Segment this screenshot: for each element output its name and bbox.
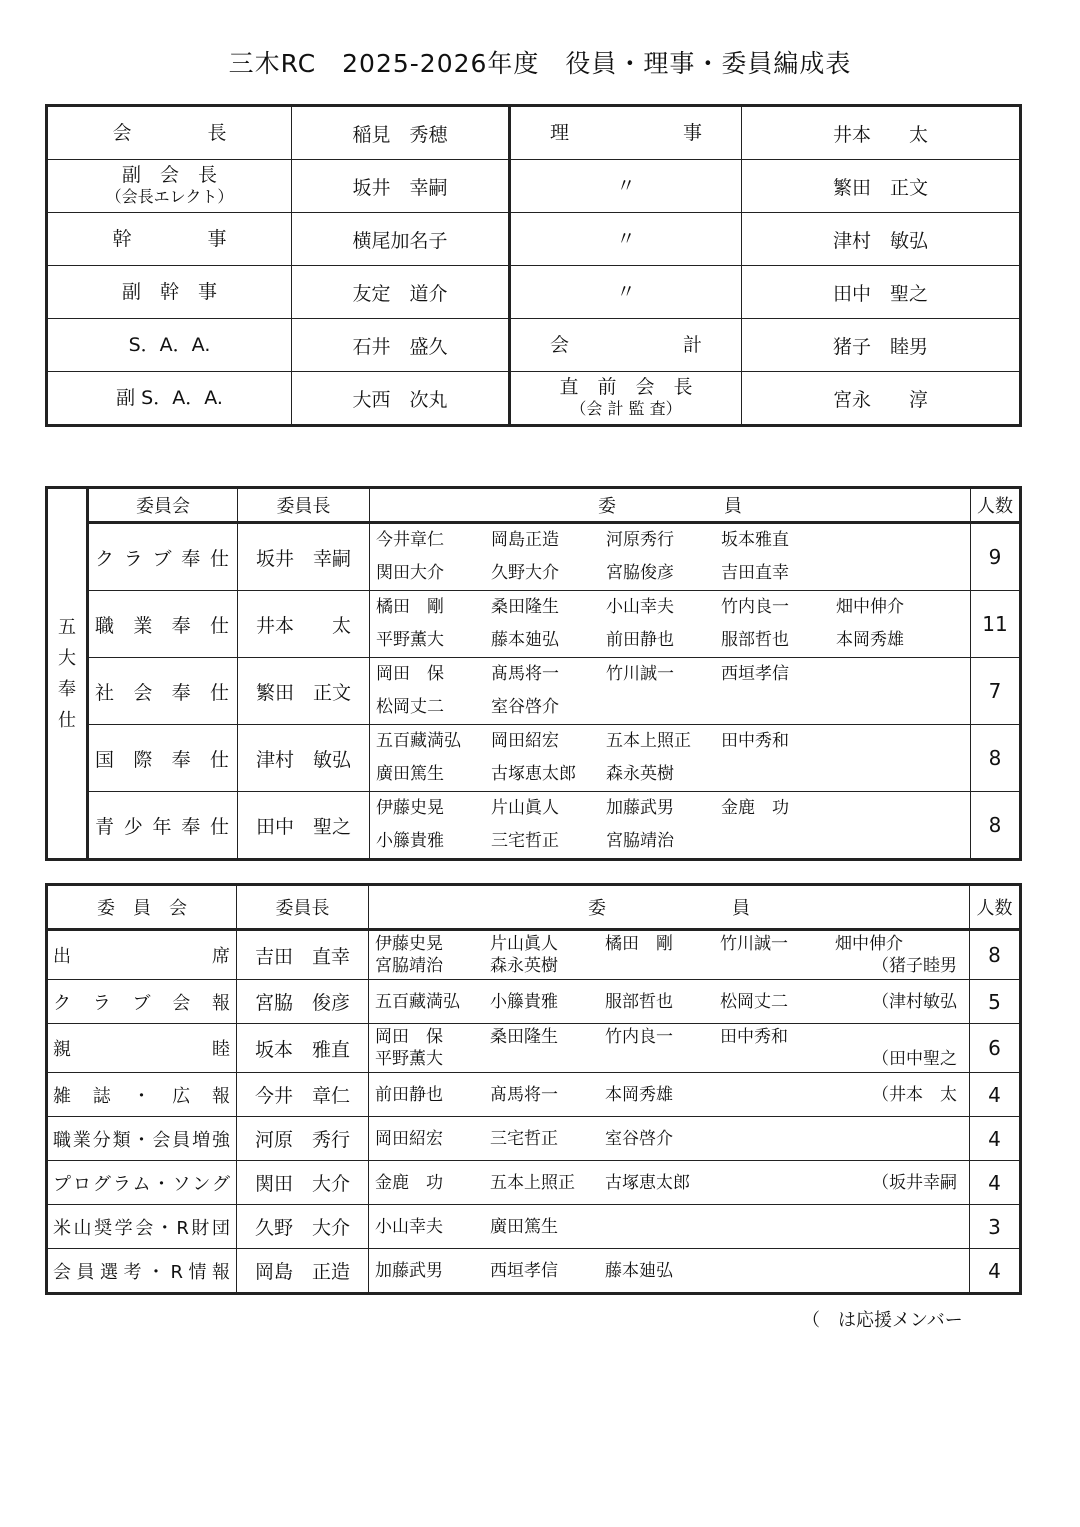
- officer-role-2: [510, 372, 742, 426]
- officer-role-line: （会長エレクト）: [105, 187, 234, 206]
- header-committee: 委員会: [88, 488, 238, 523]
- member-name: 岡島正造: [491, 530, 559, 550]
- side-label-char: 五: [58, 616, 76, 638]
- committee-row: [47, 1205, 1021, 1249]
- member-count: 4: [970, 1161, 1021, 1205]
- committees-header: [47, 885, 1021, 930]
- member-name: 桑田隆生: [490, 1027, 558, 1047]
- officer-role: [47, 319, 292, 372]
- committee-chair: 繁田 正文: [238, 658, 370, 725]
- members-line: [376, 524, 970, 557]
- member-name: 宮脇靖治: [375, 956, 443, 976]
- member-name: 三宅哲正: [491, 831, 559, 851]
- header-committee: 委 員 会: [47, 885, 237, 930]
- officer-role-line: 〃: [616, 281, 636, 303]
- committee-name: 会員選考・R情報: [47, 1249, 237, 1294]
- officer-role-line: S．A．A.: [128, 334, 211, 356]
- members-line: [375, 991, 969, 1013]
- members-line: [376, 691, 970, 724]
- officer-role-2: [510, 266, 742, 319]
- committee-row: [47, 1249, 1021, 1294]
- member-name: 畑中伸介: [836, 597, 904, 617]
- members-line: [375, 1172, 969, 1194]
- member-name: 髙馬将一: [490, 1084, 558, 1105]
- header-count: 人数: [971, 488, 1021, 523]
- officer-role-line: 直 前 会 長: [559, 376, 693, 398]
- members-line: [376, 591, 970, 624]
- member-count: 3: [970, 1205, 1021, 1249]
- member-name: 桑田隆生: [491, 597, 559, 617]
- members-cell: [370, 523, 971, 591]
- committee-chair: 吉田 直幸: [237, 930, 369, 980]
- committee-name: クラブ会報: [47, 980, 237, 1024]
- officer-row: [47, 266, 1021, 319]
- committees-table: [45, 883, 1022, 1295]
- members-line: [375, 1128, 969, 1150]
- member-name: 河原秀行: [606, 530, 674, 550]
- committee-chair: 坂井 幸嗣: [238, 523, 370, 591]
- member-name: 竹内良一: [721, 597, 789, 617]
- committee-name: 米山奨学会・R財団: [47, 1205, 237, 1249]
- member-name: 廣田篤生: [490, 1216, 558, 1237]
- member-name: 廣田篤生: [376, 764, 444, 784]
- officer-role-2: [510, 213, 742, 266]
- member-name: 久野大介: [491, 563, 559, 583]
- member-name: 今井章仁: [376, 530, 444, 550]
- member-name: 小山幸夫: [375, 1216, 443, 1237]
- header-members: 委 員: [370, 488, 971, 523]
- member-name: 松岡丈二: [376, 697, 444, 717]
- officer-role-line: 副 S．A．A.: [116, 387, 223, 409]
- committee-row: [47, 1161, 1021, 1205]
- member-name: 金鹿 功: [721, 798, 789, 818]
- committee-name: 国際奉仕: [88, 725, 238, 792]
- committee-row: [47, 1024, 1021, 1073]
- side-label-char: 仕: [58, 709, 76, 731]
- officer-name: 稲見 秀穂: [292, 106, 510, 160]
- support-member: （田中聖之: [872, 1049, 957, 1069]
- member-name: 平野薫大: [375, 1049, 443, 1069]
- officer-name-2: 猪子 睦男: [742, 319, 1021, 372]
- support-member: （津村敏弘: [872, 991, 957, 1012]
- members-line: [375, 955, 969, 977]
- service-row: [47, 523, 1021, 591]
- member-count: 5: [970, 980, 1021, 1024]
- committee-chair: 坂本 雅直: [237, 1024, 369, 1073]
- committee-row: [47, 980, 1021, 1024]
- member-name: 岡田紹宏: [491, 731, 559, 751]
- member-name: 森永英樹: [606, 764, 674, 784]
- member-count: 4: [970, 1117, 1021, 1161]
- officer-row: [47, 160, 1021, 213]
- member-name: 前田静也: [375, 1084, 443, 1105]
- member-name: 吉田直幸: [721, 563, 789, 583]
- members-line: [375, 1048, 969, 1070]
- member-name: 室谷啓介: [605, 1128, 673, 1149]
- members-line: [376, 658, 970, 691]
- member-name: 小籐貴雅: [376, 831, 444, 851]
- members-cell: [369, 1073, 970, 1117]
- member-name: 古塚恵太郎: [605, 1172, 690, 1193]
- officer-role-line: 〃: [616, 175, 636, 197]
- member-name: 金鹿 功: [375, 1172, 443, 1193]
- member-name: 小籐貴雅: [490, 991, 558, 1012]
- service-row: [47, 725, 1021, 792]
- member-name: 宮脇靖治: [606, 831, 674, 851]
- officer-name: 大西 次丸: [292, 372, 510, 426]
- officer-role-line: 副 会 長: [121, 164, 217, 186]
- officer-role: [47, 266, 292, 319]
- members-line: [376, 825, 970, 858]
- members-line: [375, 1084, 969, 1106]
- member-name: 五百藏満弘: [376, 731, 461, 751]
- officer-role: [47, 213, 292, 266]
- committee-row: [47, 930, 1021, 980]
- member-name: 小山幸夫: [606, 597, 674, 617]
- officer-role-line: 副 幹 事: [121, 281, 217, 303]
- side-label-char: 奉: [58, 678, 76, 700]
- side-label-char: 大: [58, 647, 76, 669]
- member-name: 竹内良一: [605, 1027, 673, 1047]
- officer-name-2: 井本 太: [742, 106, 1021, 160]
- member-name: 田中秀和: [721, 731, 789, 751]
- member-name: 片山眞人: [491, 798, 559, 818]
- officer-name-2: 宮永 淳: [742, 372, 1021, 426]
- committee-name: 出席: [47, 930, 237, 980]
- committee-name: 社会奉仕: [88, 658, 238, 725]
- officer-name: 石井 盛久: [292, 319, 510, 372]
- service-row: [47, 658, 1021, 725]
- member-count: 8: [971, 792, 1021, 860]
- member-name: 橘田 剛: [605, 934, 673, 954]
- officer-name: 友定 道介: [292, 266, 510, 319]
- member-count: 6: [970, 1024, 1021, 1073]
- member-name: 五本上照正: [490, 1172, 575, 1193]
- member-name: 竹川誠一: [606, 664, 674, 684]
- members-cell: [369, 1161, 970, 1205]
- member-name: 岡田紹宏: [375, 1128, 443, 1149]
- officer-role: [47, 160, 292, 213]
- member-name: 本岡秀雄: [605, 1084, 673, 1105]
- committee-row: [47, 1073, 1021, 1117]
- member-name: 松岡丈二: [720, 991, 788, 1012]
- member-name: 服部哲也: [721, 630, 789, 650]
- page-title: 三木RC 2025-2026年度 役員・理事・委員編成表: [228, 49, 852, 78]
- member-name: 本岡秀雄: [836, 630, 904, 650]
- officer-row: [47, 213, 1021, 266]
- member-name: 室谷啓介: [491, 697, 559, 717]
- committee-name: 青少年奉仕: [88, 792, 238, 860]
- members-line: [376, 758, 970, 791]
- committee-name: 職業分類・会員増強: [47, 1117, 237, 1161]
- members-line: [376, 624, 970, 657]
- committee-chair: 宮脇 俊彦: [237, 980, 369, 1024]
- officer-role-2: [510, 106, 742, 160]
- committee-chair: 河原 秀行: [237, 1117, 369, 1161]
- officer-role-line: 〃: [616, 228, 636, 250]
- member-name: 伊藤史晃: [375, 934, 443, 954]
- members-cell: [370, 792, 971, 860]
- member-count: 7: [971, 658, 1021, 725]
- officer-row: [47, 372, 1021, 426]
- officer-name: 横尾加名子: [292, 213, 510, 266]
- officers-table: [45, 104, 1022, 427]
- members-cell: [369, 980, 970, 1024]
- member-name: 竹川誠一: [720, 934, 788, 954]
- member-name: 五百藏満弘: [375, 991, 460, 1012]
- members-line: [376, 792, 970, 825]
- committee-chair: 岡島 正造: [237, 1249, 369, 1294]
- member-count: 11: [971, 591, 1021, 658]
- committee-name: クラブ奉仕: [88, 523, 238, 591]
- member-count: 8: [970, 930, 1021, 980]
- member-name: 畑中伸介: [835, 934, 903, 954]
- member-name: 岡田 保: [375, 1027, 443, 1047]
- support-member: （坂井幸嗣: [872, 1172, 957, 1193]
- member-name: 坂本雅直: [721, 530, 789, 550]
- officer-role-2: [510, 319, 742, 372]
- members-cell: [370, 658, 971, 725]
- member-name: 西垣孝信: [721, 664, 789, 684]
- officer-role-line: 会 長: [112, 122, 227, 144]
- officer-row: [47, 319, 1021, 372]
- officer-role-line: 理 事: [549, 122, 702, 144]
- members-cell: [369, 1117, 970, 1161]
- committee-row: [47, 1117, 1021, 1161]
- member-count: 4: [970, 1249, 1021, 1294]
- committee-chair: 今井 章仁: [237, 1073, 369, 1117]
- member-name: 加藤武男: [606, 798, 674, 818]
- support-member: （井本 太: [872, 1084, 957, 1105]
- header-chair: 委員長: [238, 488, 370, 523]
- five-services-header: [47, 488, 1021, 523]
- member-name: 藤本廸弘: [491, 630, 559, 650]
- five-services-side-label: [47, 488, 88, 860]
- committee-name: 職業奉仕: [88, 591, 238, 658]
- officer-role-line: 会 計: [549, 334, 702, 356]
- member-name: 服部哲也: [605, 991, 673, 1012]
- officer-name-2: 田中 聖之: [742, 266, 1021, 319]
- committee-chair: 田中 聖之: [238, 792, 370, 860]
- officer-row: [47, 106, 1021, 160]
- members-line: [375, 933, 969, 955]
- service-row: [47, 792, 1021, 860]
- officer-role-line: 幹 事: [112, 228, 227, 250]
- member-name: 平野薫大: [376, 630, 444, 650]
- members-cell: [370, 591, 971, 658]
- members-cell: [369, 1249, 970, 1294]
- officer-role-2: [510, 160, 742, 213]
- header-count: 人数: [970, 885, 1021, 930]
- committee-chair: 津村 敏弘: [238, 725, 370, 792]
- members-cell: [370, 725, 971, 792]
- members-line: [375, 1026, 969, 1048]
- member-name: 前田静也: [606, 630, 674, 650]
- officer-role: [47, 106, 292, 160]
- committee-name: 雑誌・広報: [47, 1073, 237, 1117]
- member-name: 西垣孝信: [490, 1260, 558, 1281]
- member-name: 古塚恵太郎: [491, 764, 576, 784]
- members-cell: [369, 930, 970, 980]
- officer-role: [47, 372, 292, 426]
- member-name: 岡田 保: [376, 664, 444, 684]
- members-line: [375, 1216, 969, 1238]
- committee-chair: 久野 大介: [237, 1205, 369, 1249]
- member-name: 田中秀和: [720, 1027, 788, 1047]
- header-members: 委 員: [369, 885, 970, 930]
- members-cell: [369, 1024, 970, 1073]
- header-chair: 委員長: [237, 885, 369, 930]
- member-name: 森永英樹: [490, 956, 558, 976]
- officer-name-2: 津村 敏弘: [742, 213, 1021, 266]
- member-name: 藤本廸弘: [605, 1260, 673, 1281]
- member-name: 伊藤史晃: [376, 798, 444, 818]
- members-cell: [369, 1205, 970, 1249]
- committee-name: 親睦: [47, 1024, 237, 1073]
- member-count: 9: [971, 523, 1021, 591]
- support-member-note: （ は応援メンバー: [802, 1310, 963, 1331]
- members-line: [375, 1260, 969, 1282]
- service-row: [47, 591, 1021, 658]
- members-line: [376, 725, 970, 758]
- committee-chair: 関田 大介: [237, 1161, 369, 1205]
- officer-role-line: （会 計 監 査）: [570, 399, 682, 418]
- five-services-table: [45, 486, 1022, 861]
- member-name: 五本上照正: [606, 731, 691, 751]
- officer-name-2: 繁田 正文: [742, 160, 1021, 213]
- member-name: 片山眞人: [490, 934, 558, 954]
- member-count: 4: [970, 1073, 1021, 1117]
- committee-chair: 井本 太: [238, 591, 370, 658]
- member-count: 8: [971, 725, 1021, 792]
- member-name: 三宅哲正: [490, 1128, 558, 1149]
- member-name: 宮脇俊彦: [606, 563, 674, 583]
- member-name: 髙馬将一: [491, 664, 559, 684]
- member-name: 関田大介: [376, 563, 444, 583]
- support-member: （猪子睦男: [872, 956, 957, 976]
- member-name: 橘田 剛: [376, 597, 444, 617]
- officer-name: 坂井 幸嗣: [292, 160, 510, 213]
- committee-name: プログラム・ソング: [47, 1161, 237, 1205]
- members-line: [376, 557, 970, 590]
- member-name: 加藤武男: [375, 1260, 443, 1281]
